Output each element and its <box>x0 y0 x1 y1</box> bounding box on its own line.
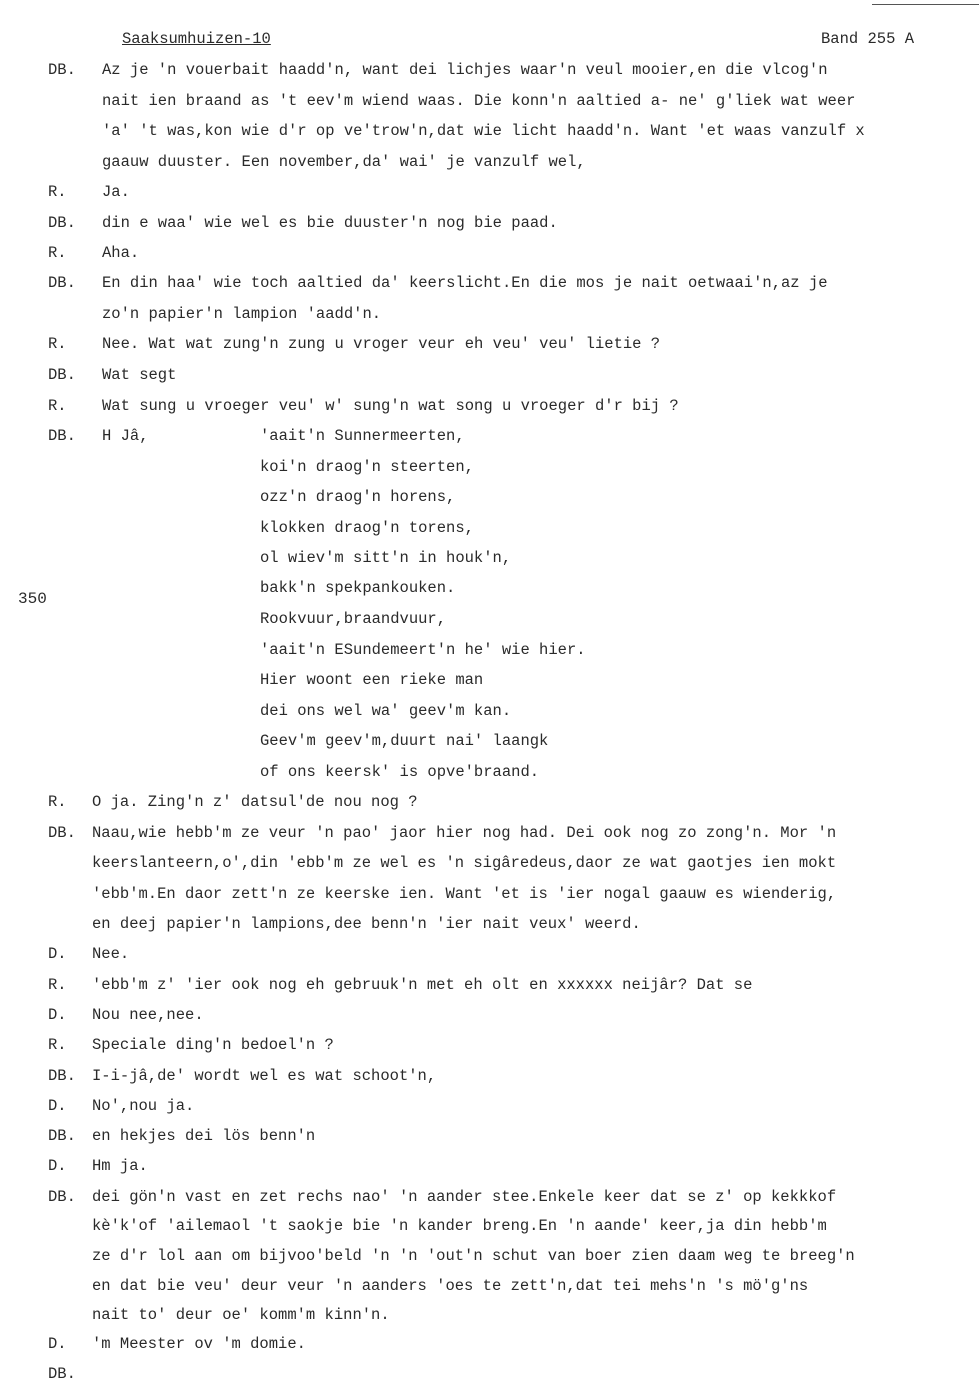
line-text: 'ebb'm.En daor zett'n ze keerske ien. Want 'et is 'ier nogal gaauw es wienderig, <box>92 885 837 903</box>
speaker-label: R. <box>48 244 67 262</box>
line-text: 'a' 't was,kon wie d'r op ve'trow'n,dat wie licht haadd'n. Want 'et waas vanzulf x <box>102 122 865 140</box>
speaker-label: DB. <box>48 427 76 445</box>
song-verse: Hier woont een rieke man <box>260 671 484 689</box>
line-text: 'm Meester ov 'm domie. <box>92 1335 306 1353</box>
margin-number: 350 <box>18 590 47 608</box>
line-text: en hekjes dei lös benn'n <box>92 1127 316 1145</box>
speaker-label: DB. <box>48 1365 76 1383</box>
song-verse: ozz'n draog'n horens, <box>260 488 456 506</box>
speaker-label: R. <box>48 976 67 994</box>
speaker-label: R. <box>48 397 67 415</box>
document-title: Saaksumhuizen-10 <box>122 30 271 48</box>
song-verse: Geev'm geev'm,duurt nai' laangk <box>260 732 549 750</box>
line-text: keerslanteern,o',din 'ebb'm ze wel es 'n sigâredeus,daor ze wat gaotjes ien mokt <box>92 854 837 872</box>
speaker-label: R. <box>48 1036 67 1054</box>
speaker-label: R. <box>48 183 67 201</box>
line-text: kè'k'of 'ailemaol 't saokje bie 'n kander breng.En 'n aande' keer,ja din hebb'm <box>92 1217 827 1235</box>
speaker-label: D. <box>48 1335 67 1353</box>
song-verse: Rookvuur,braandvuur, <box>260 610 447 628</box>
line-text: gaauw duuster. Een november,da' wai' je vanzulf wel, <box>102 153 586 171</box>
line-text: En din haa' wie toch aaltied da' keerslicht.En die mos je nait oetwaai'n,az je <box>102 274 828 292</box>
speaker-label: DB. <box>48 214 76 232</box>
line-text: Speciale ding'n bedoel'n ? <box>92 1036 334 1054</box>
song-verse: klokken draog'n torens, <box>260 519 474 537</box>
song-verse: ol wiev'm sitt'n in houk'n, <box>260 549 512 567</box>
line-text: Ja. <box>102 183 130 201</box>
line-text: Hm ja. <box>92 1157 148 1175</box>
speaker-label: DB. <box>48 61 76 79</box>
line-text: Nou nee,nee. <box>92 1006 204 1024</box>
line-text: Nee. <box>92 945 130 963</box>
line-text: en deej papier'n lampions,dee benn'n 'ier nait veux' weerd. <box>92 915 641 933</box>
line-text: Wat segt <box>102 366 177 384</box>
song-verse: 'aait'n ESundemeert'n he' wie hier. <box>260 641 586 659</box>
speaker-label: D. <box>48 945 67 963</box>
line-text: ze d'r lol aan om bijvoo'beld 'n 'n 'out'n schut van boer zien daam weg te breeg'n <box>92 1247 855 1265</box>
line-text: Aha. <box>102 244 140 262</box>
line-text: dei gön'n vast en zet rechs nao' 'n aander stee.Enkele keer dat se z' op kekkkof <box>92 1188 837 1206</box>
line-text: en dat bie veu' deur veur 'n aanders 'oes te zett'n,dat tei mehs'n 's mö'g'ns <box>92 1277 809 1295</box>
line-text: 'ebb'm z' 'ier ook nog eh gebruuk'n met eh olt en xxxxxx neijâr? Dat se <box>92 976 753 994</box>
song-verse: dei ons wel wa' geev'm kan. <box>260 702 512 720</box>
line-text: No',nou ja. <box>92 1097 195 1115</box>
line-text: O ja. Zing'n z' datsul'de nou nog ? <box>92 793 418 811</box>
speaker-label: DB. <box>48 1127 76 1145</box>
speaker-label: R. <box>48 335 67 353</box>
line-text: din e waa' wie wel es bie duuster'n nog bie paad. <box>102 214 558 232</box>
line-text: Wat sung u vroeger veu' w' sung'n wat song u vroeger d'r bij ? <box>102 397 679 415</box>
line-text: Az je 'n vouerbait haadd'n, want dei lichjes waar'n veul mooier,en die vlcog'n <box>102 61 828 79</box>
line-text: Naau,wie hebb'm ze veur 'n pao' jaor hier nog had. Dei ook nog zo zong'n. Mor 'n <box>92 824 837 842</box>
line-text: I-i-jâ,de' wordt wel es wat schoot'n, <box>92 1067 437 1085</box>
speaker-label: R. <box>48 793 67 811</box>
song-verse: 'aait'n Sunnermeerten, <box>260 427 465 445</box>
speaker-label: DB. <box>48 824 76 842</box>
speaker-label: DB. <box>48 1188 76 1206</box>
speaker-label: DB. <box>48 1067 76 1085</box>
speaker-label: DB. <box>48 274 76 292</box>
song-verse: bakk'n spekpankouken. <box>260 579 456 597</box>
line-text: nait to' deur oe' komm'm kinn'n. <box>92 1306 390 1324</box>
speaker-label: D. <box>48 1006 67 1024</box>
line-text: nait ien braand as 't eev'm wiend waas. Die konn'n aaltied a- ne' g'liek wat weer <box>102 92 856 110</box>
song-verse: koi'n draog'n steerten, <box>260 458 474 476</box>
song-verse: of ons keersk' is opve'braand. <box>260 763 540 781</box>
band-label: Band 255 A <box>821 30 915 48</box>
speaker-label: DB. <box>48 366 76 384</box>
line-text: zo'n papier'n lampion 'aadd'n. <box>102 305 382 323</box>
line-text: Nee. Wat wat zung'n zung u vroger veur eh veu' veu' lietie ? <box>102 335 661 353</box>
song-intro: H Jâ, <box>102 427 149 445</box>
speaker-label: D. <box>48 1097 67 1115</box>
top-rule <box>872 4 979 5</box>
speaker-label: D. <box>48 1157 67 1175</box>
